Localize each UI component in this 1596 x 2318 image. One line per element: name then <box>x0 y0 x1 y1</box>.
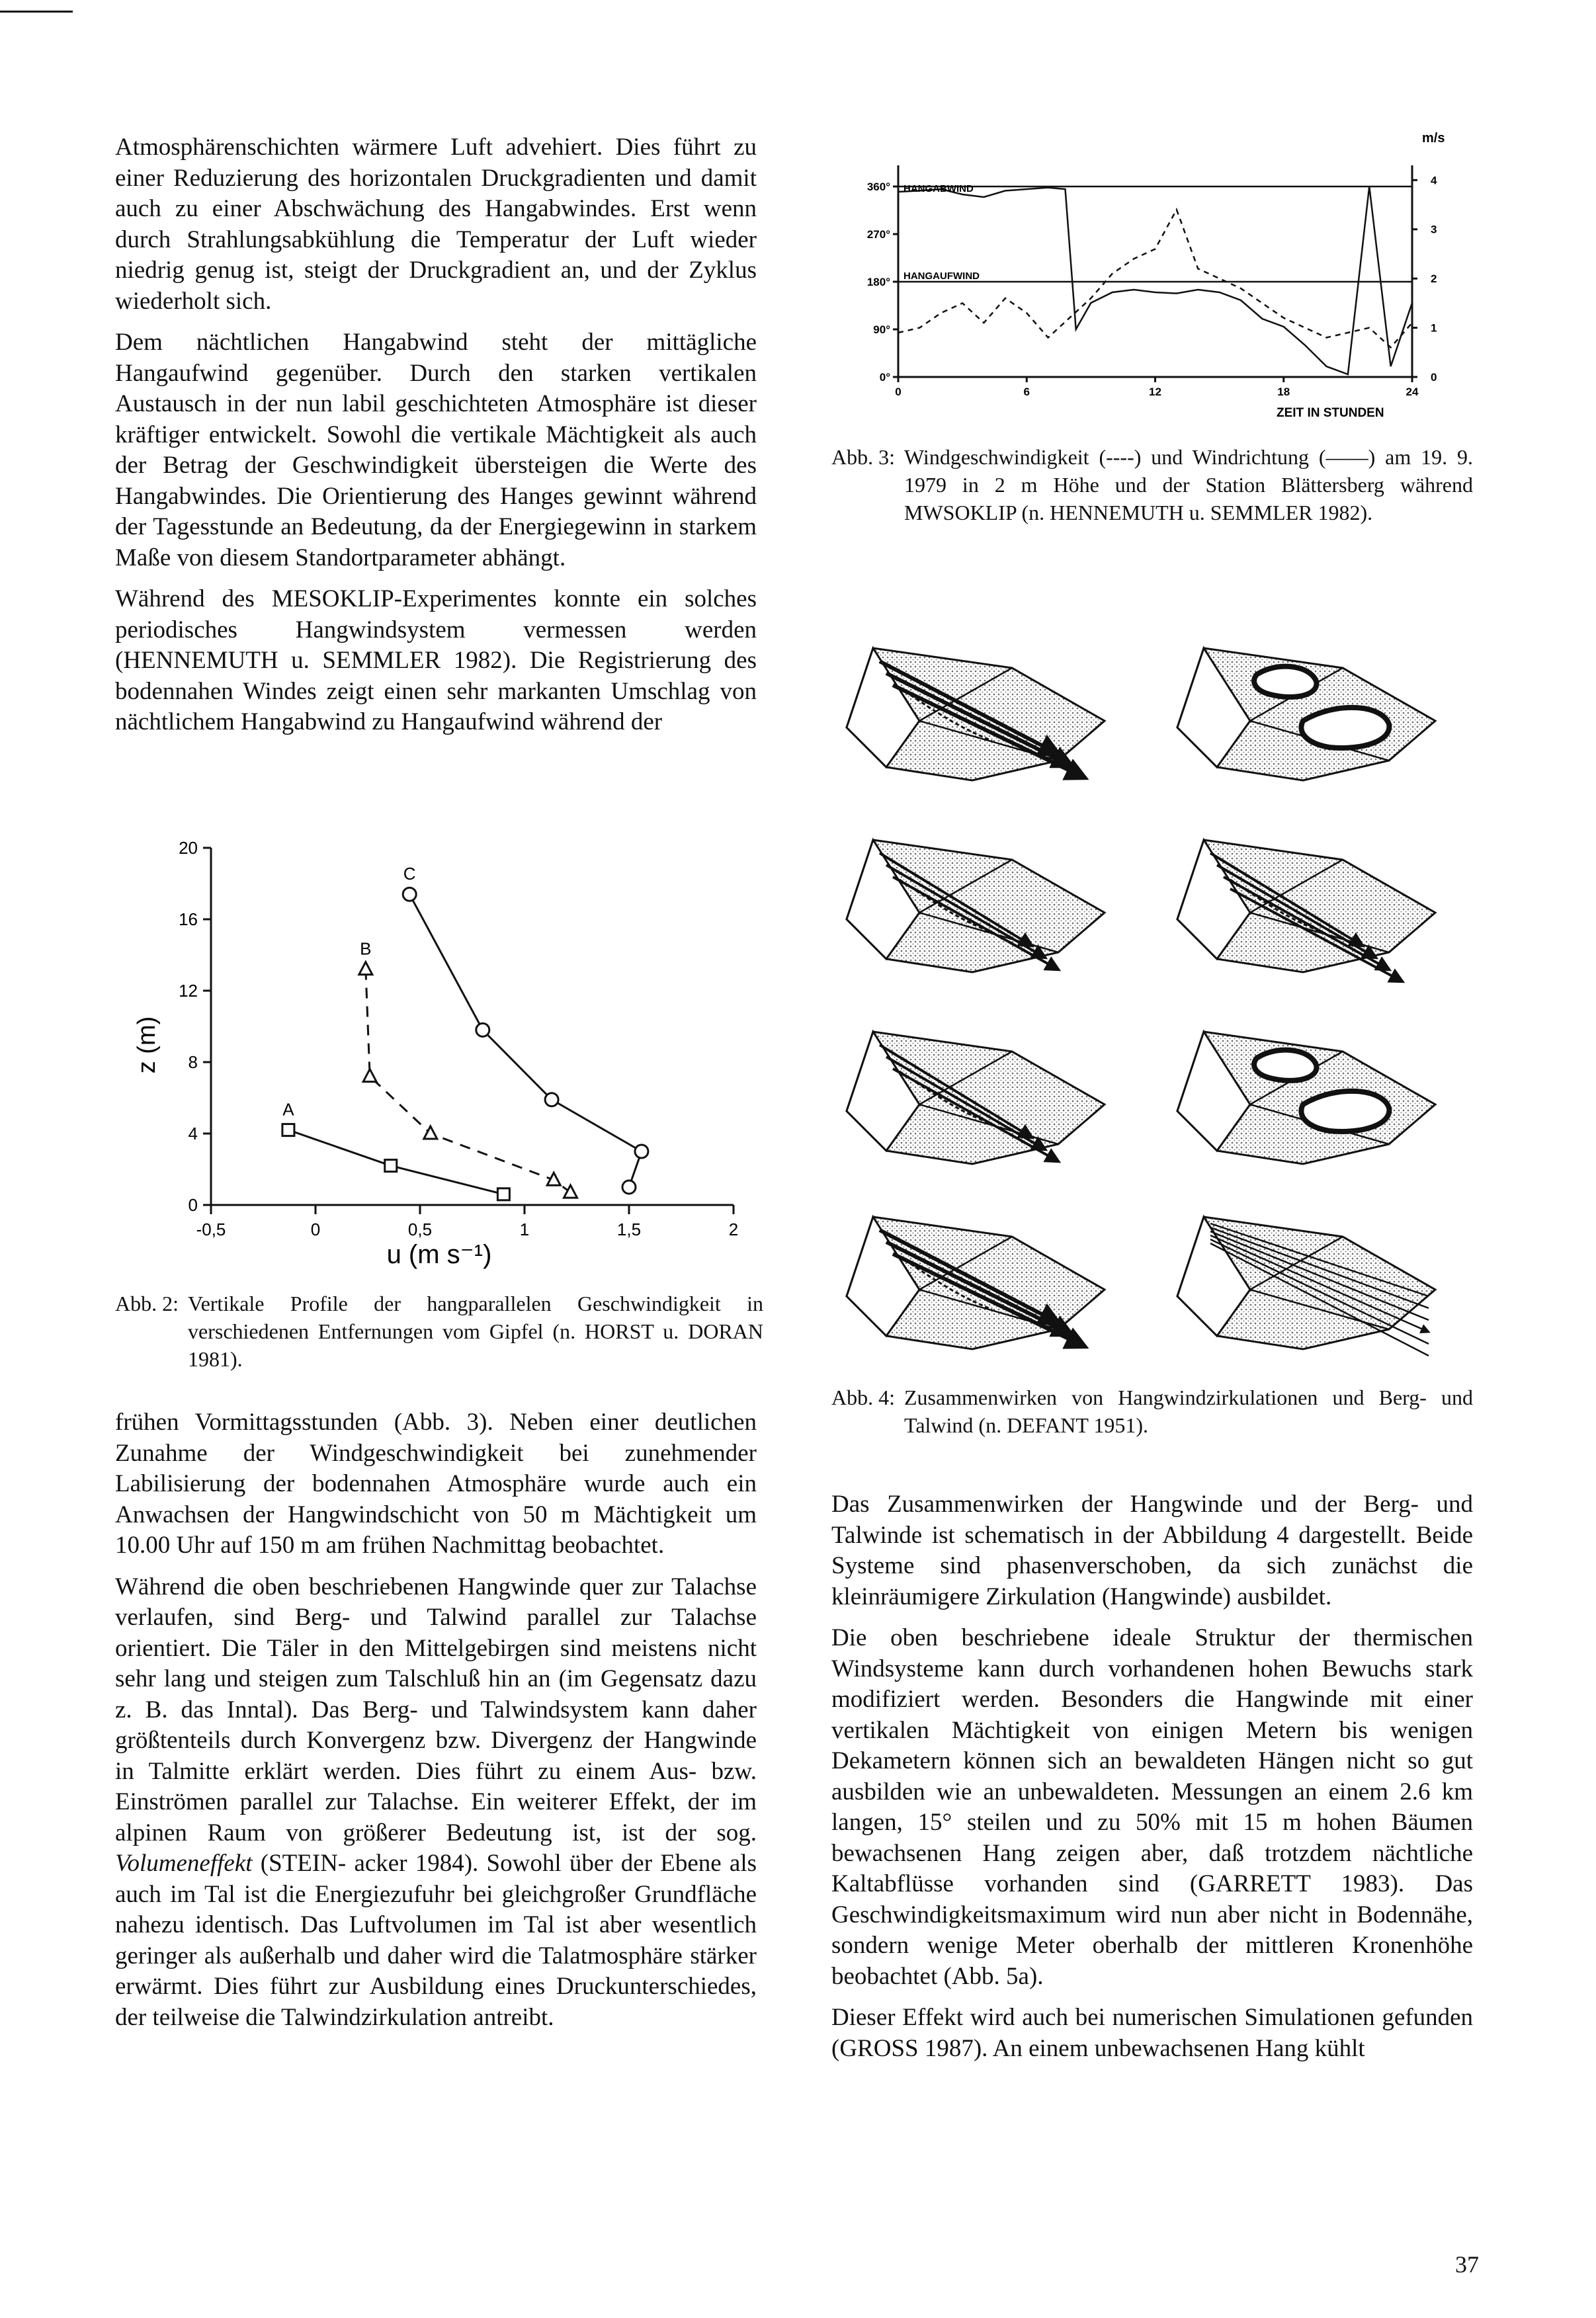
y-tick-label: 4 <box>188 1124 198 1143</box>
caption-fig4 <box>831 1384 1473 1439</box>
y-right-tick-label: 1 <box>1431 321 1437 335</box>
paragraph: Die oben beschriebene ideale Struktur der thermischen Windsysteme kann durch vorhandenen hohen Bewuchs stark modifiziert werden. Besonders die Hangwinde mit einer vertikalen Mächtigkeit von einigen Metern bis wenigen Dekametern können sich an bewaldeten Hängen nicht so gut ausbilden wie an unbewaldeten. Messungen an einem 2.6 km langen, 15° steilen und zu 50% mit 15 m hohen Bäumen bewachsenen Hang zeigen aber, daß trotzdem nächtliche Kaltabflüsse vorhanden sind (GARRETT 1983). Das Geschwindigkeitsmaximum wird nun aber nicht in Bodennähe, sondern wenige Meter oberhalb der mittleren Kronenhöhe beobachtet (Abb. 5a). <box>831 1624 1473 1990</box>
paragraph: frühen Vormittagsstunden (Abb. 3). Neben einer deutlichen Zunahme der Windgeschwindigkeit bei zunehmender Labilisierung der bodennahen Atmosphäre wurde auch ein Anwachsen der Hangwindschicht von 50 m Mächtigkeit um 10.00 Uhr auf 150 m am frühen Nachmittag beobachtet. <box>115 1409 757 1559</box>
x-tick-label: 6 <box>1023 386 1030 398</box>
point-circle <box>622 1180 636 1194</box>
fig4-panel-6 <box>1177 1032 1435 1164</box>
y-tick-label: 0 <box>188 1195 198 1215</box>
caption-fig3 <box>831 443 1473 526</box>
fig4-panel-5 <box>847 1032 1105 1164</box>
y-tick-label: 20 <box>179 838 198 858</box>
x-tick-label: 0 <box>310 1220 321 1239</box>
point-square <box>497 1188 509 1200</box>
paragraph: Dieser Effekt wird auch bei numerischen Simulationen gefunden (GROSS 1987). An einem unbewachsenen Hang kühlt <box>831 2004 1473 2062</box>
y-tick-label: 8 <box>188 1052 198 1072</box>
figure-2-chart <box>115 827 763 1290</box>
series-label-A: A <box>282 1099 294 1120</box>
point-square <box>282 1124 294 1136</box>
y-tick-label: 16 <box>179 909 198 929</box>
point-square <box>385 1160 397 1172</box>
y-right-tick-label: 2 <box>1431 272 1437 286</box>
paragraph <box>115 1572 757 2034</box>
series-label-B: B <box>360 938 372 959</box>
fig3-right-unit: m/s <box>1422 131 1445 145</box>
circulation-loop <box>1254 1050 1316 1081</box>
left-column-bottom <box>115 1407 757 2044</box>
paragraph: Während des MESOKLIP-Experimentes konnte ein solches periodisches Hangwindsystem vermessen werden (HENNEMUTH u. SEMMLER 1982). Die Registrierung des bodennahen Windes zeigt einen sehr markanten Umschlag von nächtlichem Hangabwind zu Hangaufwind während der <box>115 585 757 735</box>
point-triangle <box>359 962 372 975</box>
series-label-C: C <box>403 864 416 884</box>
x-tick-label: 0 <box>895 386 902 398</box>
paragraph: Das Zusammenwirken der Hangwinde und der Berg- und Talwinde ist schematisch in der Abbildung 4 dargestellt. Beide Systeme sind phasenverschoben, da sich zunächst die kleinräumigere Zirkulation (Hangwinde) ausbildet. <box>831 1491 1473 1610</box>
fig2-xlabel: u (m s⁻¹) <box>386 1240 492 1269</box>
point-triangle <box>564 1185 577 1198</box>
caption-label: Abb. 2: <box>115 1292 179 1315</box>
y-right-tick-label: 3 <box>1431 223 1437 236</box>
caption-text: Windgeschwindigkeit (----) und Windrichtung (——) am 19. 9. 1979 in 2 m Höhe und der Station Blättersberg während MWSOKLIP (n. HENNEMUTH u. SEMMLER 1982). <box>904 445 1473 524</box>
x-tick-label: 1 <box>519 1220 530 1239</box>
fig3-annotation-hangabwind: HANGABWIND <box>903 183 974 194</box>
y-tick-label: 12 <box>179 981 198 1001</box>
page-number: 37 <box>1455 2251 1479 2278</box>
x-tick-label: 18 <box>1277 386 1290 398</box>
text-run: Während die oben beschriebenen Hangwinde quer zur Talachse verlaufen, sind Berg- und Talwind parallel zur Talachse orientiert. Die Täler in den Mittelgebirgen sind meistens nicht sehr lang und steigen zum Talschluß hin an (im Gegensatz dazu z. B. das Inntal). Das Berg- und Talwindsystem kann daher größtenteils durch Konvergenz bzw. Divergenz der Hangwinde in Talmitte erklärt werden. Dies führt zu einem Aus- bzw. Einströmen parallel zur Talachse. Ein weiterer Effekt, der im alpinen Raum von größerer Bedeutung ist, ist der sog. <box>115 1573 757 1846</box>
point-triangle <box>424 1126 437 1139</box>
x-tick-label: 24 <box>1406 386 1419 398</box>
y-left-tick-label: 270° <box>866 228 890 241</box>
right-column-bottom <box>831 1489 1473 2075</box>
caption-text: Zusammenwirken von Hangwindzirkulationen und Berg- und Talwind (n. DEFANT 1951). <box>904 1386 1473 1437</box>
x-tick-label: 12 <box>1149 386 1161 398</box>
left-column-top <box>115 132 757 749</box>
paragraph: Atmosphärenschichten wärmere Luft advehiert. Dies führt zu einer Reduzierung des horizontalen Druckgradienten und damit auch zu einer Abschwächung des Hangabwindes. Erst wenn durch Strahlungsabkühlung die Temperatur der Luft wieder niedrig genug ist, steigt der Druckgradient an, und der Zyklus wiederholt sich. <box>115 134 757 315</box>
fig4-panel-3 <box>847 840 1105 972</box>
y-left-tick-label: 90° <box>873 323 890 336</box>
fig4-panel-7 <box>847 1217 1105 1349</box>
x-tick-label: -0,5 <box>196 1220 226 1239</box>
fig2-axes <box>211 848 734 1205</box>
x-tick-label: 0,5 <box>407 1220 433 1239</box>
point-circle <box>403 888 416 901</box>
fig4-panel-4 <box>1177 840 1435 981</box>
y-left-tick-label: 180° <box>866 276 890 288</box>
caption-label: Abb. 4: <box>831 1386 895 1409</box>
fig3-annotation-hangaufwind: HANGAUFWIND <box>903 270 980 282</box>
caption-text: Vertikale Profile der hangparallelen Geschwindigkeit in verschiedenen Entfernungen vom Gipfel (n. HORST u. DORAN 1981). <box>188 1292 763 1371</box>
fig2-ylabel: z (m) <box>133 1016 161 1074</box>
figure-4-schematic <box>820 615 1482 1369</box>
fig2-x-ticks <box>196 1205 739 1239</box>
fig2-series <box>282 864 648 1200</box>
y-left-tick-label: 360° <box>866 181 890 193</box>
circulation-loop <box>1301 708 1389 748</box>
paragraph: Dem nächtlichen Hangabwind steht der mittägliche Hangaufwind gegenüber. Durch den starken vertikalen Austausch in der nun labil geschichteten Atmosphäre ist dieser kräftiger entwickelt. Sowohl die vertikale Mächtigkeit als auch der Betrag der Geschwindigkeit übersteigen die Werte des Hangabwindes. Die Orientierung des Hanges gewinnt während der Tagesstunde an Bedeutung, da der Energiegewinn in starkem Maße von diesem Standortparameter abhängt. <box>115 329 757 571</box>
top-rule <box>0 11 73 13</box>
text-run: (STEIN- <box>252 1850 347 1877</box>
x-tick-label: 2 <box>728 1220 739 1239</box>
caption-fig2 <box>115 1290 763 1373</box>
fig3-ticks <box>867 174 1437 398</box>
italic-term: Volumeneffekt <box>115 1850 253 1877</box>
fig4-panel-1 <box>847 648 1105 780</box>
point-circle <box>635 1145 648 1158</box>
y-right-tick-label: 4 <box>1431 174 1437 187</box>
point-circle <box>476 1023 489 1036</box>
figure-3-chart <box>840 126 1475 430</box>
y-right-tick-label: 0 <box>1431 371 1437 384</box>
fig2-y-ticks <box>179 838 211 1215</box>
text-run: acker 1984). Sowohl über der Ebene als auch im Tal ist die Energiezufuhr bei gleichgroßer Grundfläche nahezu identisch. Das Luftvolumen im Tal ist aber wesentlich geringer als außerhalb und daher wird die Talatmosphäre stärker erwärmt. Dies führt zur Ausbildung eines Druckunterschiedes, der teilweise die Talwindzirkulation antreibt. <box>115 1850 757 2031</box>
point-triangle <box>363 1069 376 1082</box>
point-circle <box>545 1093 558 1106</box>
fig4-panel-2 <box>1177 648 1435 780</box>
caption-label: Abb. 3: <box>831 445 895 469</box>
y-left-tick-label: 0° <box>879 371 890 384</box>
fig4-panel-8 <box>1177 1217 1435 1356</box>
series-line-C <box>409 894 642 1187</box>
x-tick-label: 1,5 <box>616 1220 642 1239</box>
circulation-loop <box>1301 1091 1389 1132</box>
circulation-loop <box>1254 667 1316 697</box>
fig3-xlabel: ZEIT IN STUNDEN <box>1277 406 1384 420</box>
